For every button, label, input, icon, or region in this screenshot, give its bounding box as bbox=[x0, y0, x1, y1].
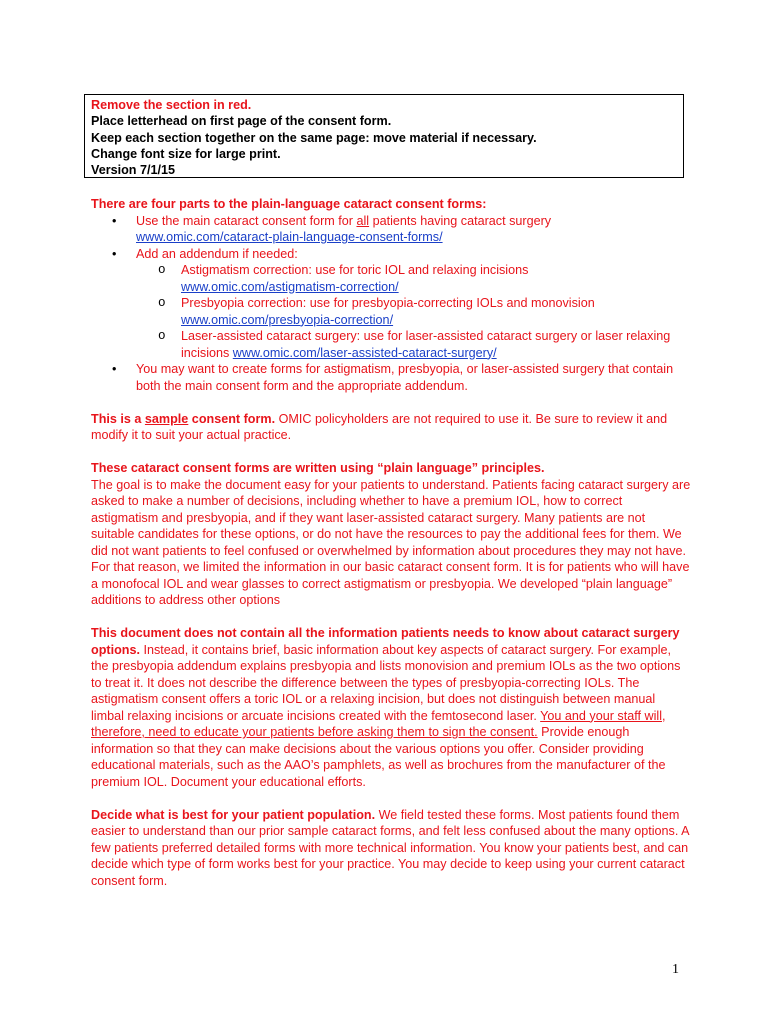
instruction-keep-together: Keep each section together on the same page: move material if necessary. bbox=[91, 130, 537, 145]
bullet-icon: • bbox=[112, 246, 117, 261]
sample-paragraph bbox=[91, 411, 691, 444]
sub-bullet-icon: o bbox=[158, 263, 166, 277]
version-label: Version 7/1/15 bbox=[91, 163, 176, 178]
not-all-info-body: Instead, it contains brief, basic information about key aspects of cataract surgery. For example, the presbyopia addendum explains presbyopia and lists monovision and premium IOLs as the two options to treat it. It does not describe the difference between the types of presbyopia-correcting IOLs. The astigmatism consent offers a toric IOL or a relaxing incision, but does not distinguish between manual limbal relaxing incisions or arcuate incisions created with the femtosecond laser. bbox=[91, 642, 681, 723]
list-item bbox=[136, 295, 691, 328]
list-item bbox=[91, 246, 691, 362]
list-item bbox=[91, 213, 691, 246]
educate-patients-emphasis: You and your staff will, therefore, need to educate your patients before asking them to sign the consent. bbox=[91, 708, 666, 739]
not-all-info-heading: This document does not contain all the information patients needs to know about cataract surgery options. bbox=[91, 626, 680, 657]
sample-heading: This is a bbox=[91, 411, 145, 426]
plain-language-paragraph bbox=[91, 460, 691, 609]
decide-heading: Decide what is best for your patient population. bbox=[91, 807, 376, 822]
list-item bbox=[136, 262, 691, 295]
presbyopia-link[interactable]: www.omic.com/presbyopia-correction/ bbox=[181, 312, 394, 327]
instruction-font-size: Change font size for large print. bbox=[91, 146, 281, 161]
list-item bbox=[91, 361, 691, 394]
sample-heading: consent form. bbox=[188, 411, 276, 426]
instruction-remove-red: Remove the section in red. bbox=[91, 98, 252, 112]
instruction-letterhead: Place letterhead on first page of the consent form. bbox=[91, 114, 392, 129]
sub-bullet-icon: o bbox=[158, 296, 166, 310]
bullet-emphasis: all bbox=[356, 213, 370, 228]
page-number: 1 bbox=[672, 962, 679, 977]
sub-bullet-text: Astigmatism correction: use for toric IOL and relaxing incisions bbox=[181, 263, 529, 277]
sub-bullet-icon: o bbox=[158, 329, 166, 343]
parts-heading: There are four parts to the plain-language cataract consent forms: bbox=[91, 197, 487, 211]
bullet-icon: • bbox=[112, 362, 117, 376]
decide-body: We field tested these forms. Most patients found them easier to understand than our prior sample cataract forms, and felt less confused about the many options. A few patients preferred detailed forms with more technical information. You know your patients best, and can decide which type of form works best for your practice. You may decide to keep using your current cataract consent form. bbox=[91, 807, 689, 888]
bullet-text: patients having cataract surgery bbox=[369, 213, 552, 228]
document-body bbox=[91, 196, 691, 906]
sample-body: OMIC policyholders are not required to use it. Be sure to review it and modify it to suit your actual practice. bbox=[91, 411, 668, 442]
bullet-text: Use the main cataract consent form for bbox=[136, 213, 357, 228]
list-item bbox=[136, 328, 691, 361]
sample-emphasis: sample bbox=[144, 411, 189, 426]
instructions-box bbox=[84, 94, 684, 178]
addendum-list bbox=[136, 262, 691, 361]
decide-paragraph bbox=[91, 807, 691, 890]
bullet-text: Add an addendum if needed: bbox=[136, 246, 298, 261]
bullet-icon: • bbox=[112, 213, 117, 228]
bullet-text: You may want to create forms for astigmatism, presbyopia, or laser-assisted surgery that contain both the main consent form and the appropriate addendum. bbox=[136, 362, 674, 393]
parts-list bbox=[91, 213, 691, 395]
plain-language-heading: These cataract consent forms are written using “plain language” principles. bbox=[91, 461, 545, 475]
laser-assisted-link[interactable]: www.omic.com/laser-assisted-cataract-surgery/ bbox=[232, 345, 497, 360]
not-all-info-paragraph bbox=[91, 625, 691, 790]
sub-bullet-text: Laser-assisted cataract surgery: use for laser-assisted cataract surgery or laser relaxing incisions bbox=[181, 329, 671, 360]
plain-language-body: The goal is to make the document easy for your patients to understand. Patients facing cataract surgery are asked to make a number of decisions, including whether to have a premium IOL, how to correct astigmatism and presbyopia, and if they want laser-assisted cataract surgery. Many patients are not suitable candidates for these options, or do not have the resources to pay the additional fees for them. We did not want patients to feel confused or overwhelmed by information about procedures they may not have. For that reason, we limited the information in our basic cataract consent form. It is for patients who will have a monofocal IOL and wear glasses to correct astigmatism or presbyopia. We developed “plain language” additions to address other options bbox=[91, 477, 691, 607]
main-consent-link[interactable]: www.omic.com/cataract-plain-language-consent-forms/ bbox=[136, 230, 443, 244]
not-all-info-body: Provide enough information so that they can make decisions about the various options you offer. Consider providing educational materials, such as the AAO’s pamphlets, as well as brochures from the manufacturer of the premium IOL. Document your educational efforts. bbox=[91, 725, 666, 789]
astigmatism-link[interactable]: www.omic.com/astigmatism-correction/ bbox=[181, 279, 399, 294]
sub-bullet-text: Presbyopia correction: use for presbyopia-correcting IOLs and monovision bbox=[181, 296, 595, 310]
